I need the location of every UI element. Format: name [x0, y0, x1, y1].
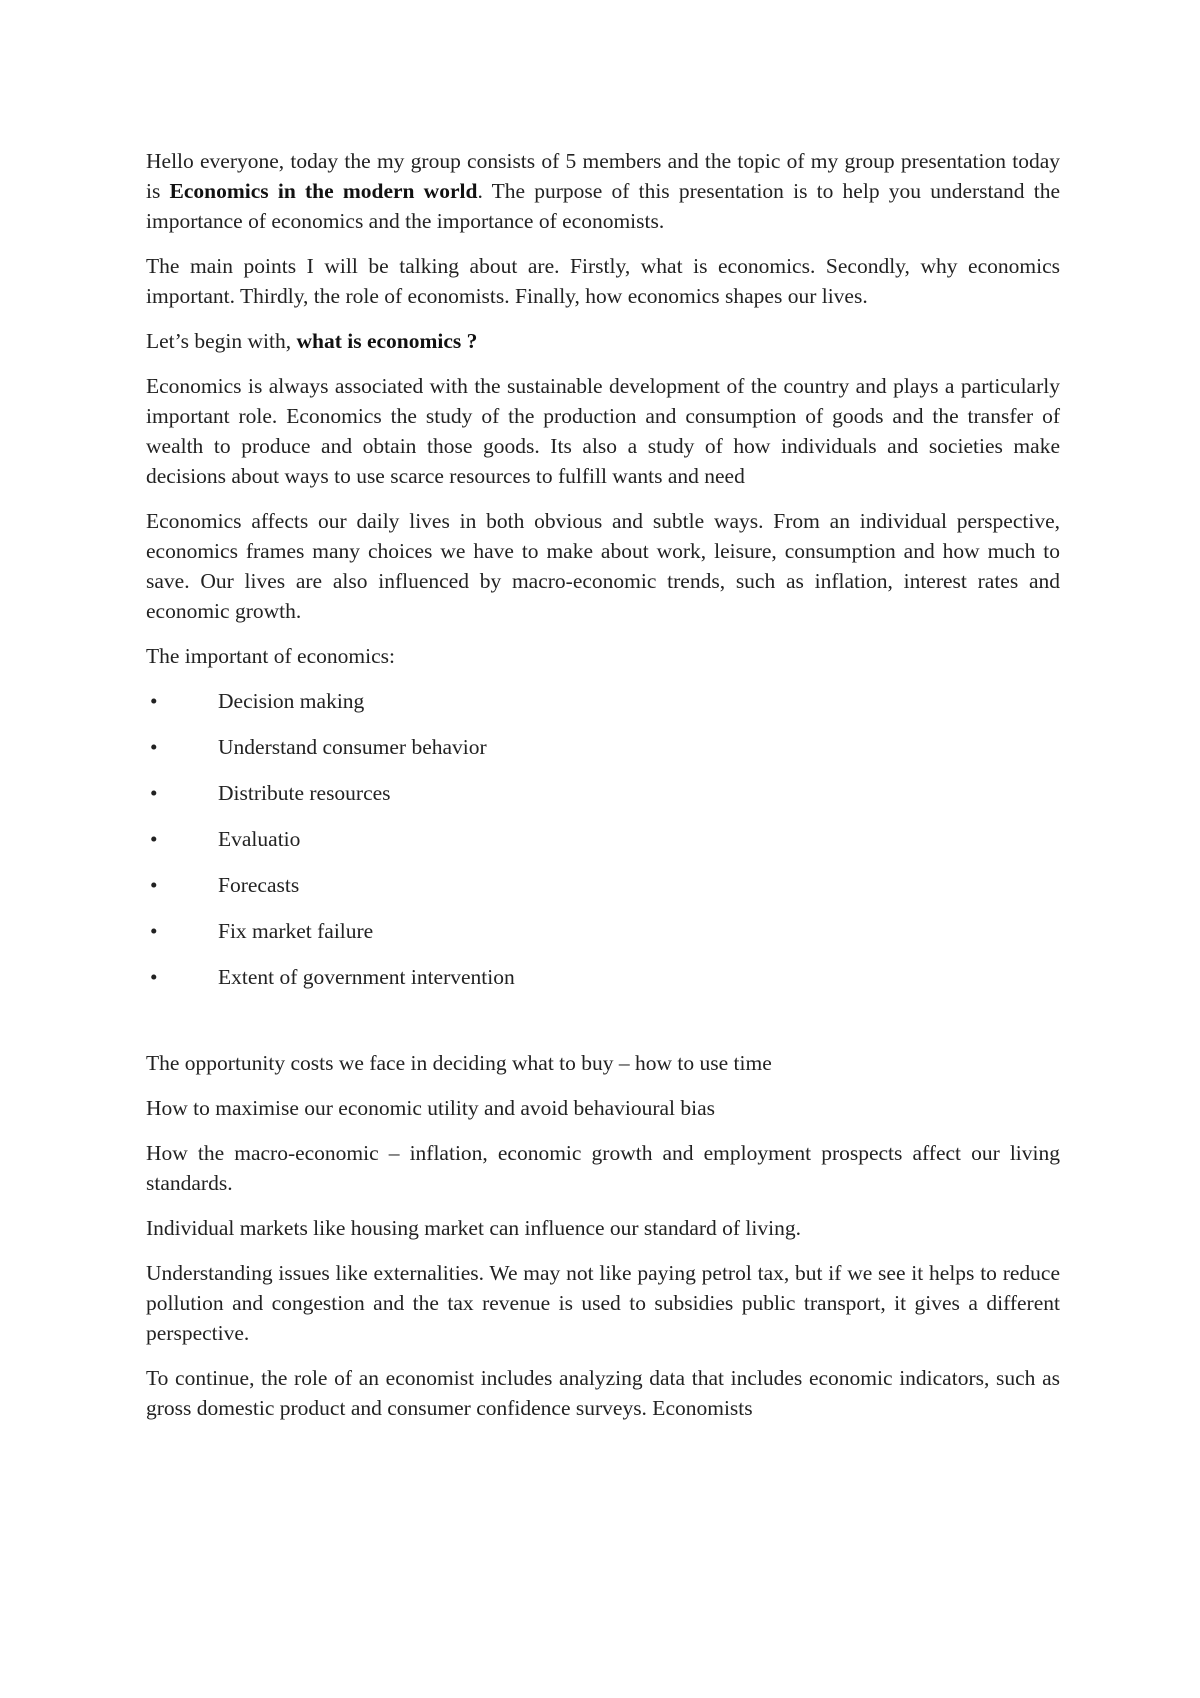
intro-paragraph: Hello everyone, today the my group consists of 5 members and the topic of my group presentation today is Economics in the modern world. The purpose of this presentation is to help you understand the importance of economics and the importance of economists.	[146, 149, 1060, 233]
list-item: • Understand consumer behavior	[146, 732, 1060, 762]
list-item: • Forecasts	[146, 870, 1060, 900]
bullet-icon: •	[150, 781, 158, 805]
bullet-icon: •	[150, 919, 158, 943]
list-item: • Extent of government intervention	[146, 962, 1060, 992]
bullet-icon: •	[150, 965, 158, 989]
list-item: • Decision making	[146, 686, 1060, 716]
bullet-icon: •	[150, 735, 158, 759]
maximise-paragraph: How to maximise our economic utility and avoid behavioural bias	[146, 1096, 716, 1120]
begin-paragraph: Let’s begin with, what is economics ?	[146, 329, 478, 353]
presentation-topic: Economics in the modern world	[169, 179, 478, 203]
section-question: what is economics ?	[296, 329, 478, 353]
bullet-icon: •	[150, 689, 158, 713]
macro-paragraph: How the macro-economic – inflation, economic growth and employment prospects affect our living standards.	[146, 1141, 1060, 1195]
list-item: • Evaluatio	[146, 824, 1060, 854]
document-body	[146, 146, 1060, 1423]
markets-paragraph: Individual markets like housing market can influence our standard of living.	[146, 1216, 801, 1240]
economist-role-paragraph: To continue, the role of an economist includes analyzing data that includes economic indicators, such as gross domestic product and consumer confidence surveys. Economists	[146, 1366, 1060, 1420]
list-item: • Fix market failure	[146, 916, 1060, 946]
main-points-paragraph: The main points I will be talking about are. Firstly, what is economics. Secondly, why economics important. Thirdly, the role of economists. Finally, how economics shapes our lives.	[146, 254, 1060, 308]
daily-lives-paragraph: Economics affects our daily lives in both obvious and subtle ways. From an individual perspective, economics frames many choices we have to make about work, leisure, consumption and how much to save. Our lives are also influenced by macro-economic trends, such as inflation, interest rates and economic growth.	[146, 509, 1060, 623]
important-heading: The important of economics:	[146, 644, 395, 668]
externalities-paragraph: Understanding issues like externalities. We may not like paying petrol tax, but if we see it helps to reduce pollution and congestion and the tax revenue is used to subsidies public transport, it gives a different perspective.	[146, 1261, 1060, 1345]
bullet-icon: •	[150, 827, 158, 851]
opportunity-costs-paragraph: The opportunity costs we face in deciding what to buy – how to use time	[146, 1051, 772, 1075]
bullet-icon: •	[150, 873, 158, 897]
list-item: • Distribute resources	[146, 778, 1060, 808]
definition-paragraph: Economics is always associated with the sustainable development of the country and plays a particularly important role. Economics the study of the production and consumption of goods and the transfer of wealth to produce and obtain those goods. Its also a study of how individuals and societies make decisions about ways to use scarce resources to fulfill wants and need	[146, 374, 1060, 488]
importance-list	[146, 686, 1060, 992]
